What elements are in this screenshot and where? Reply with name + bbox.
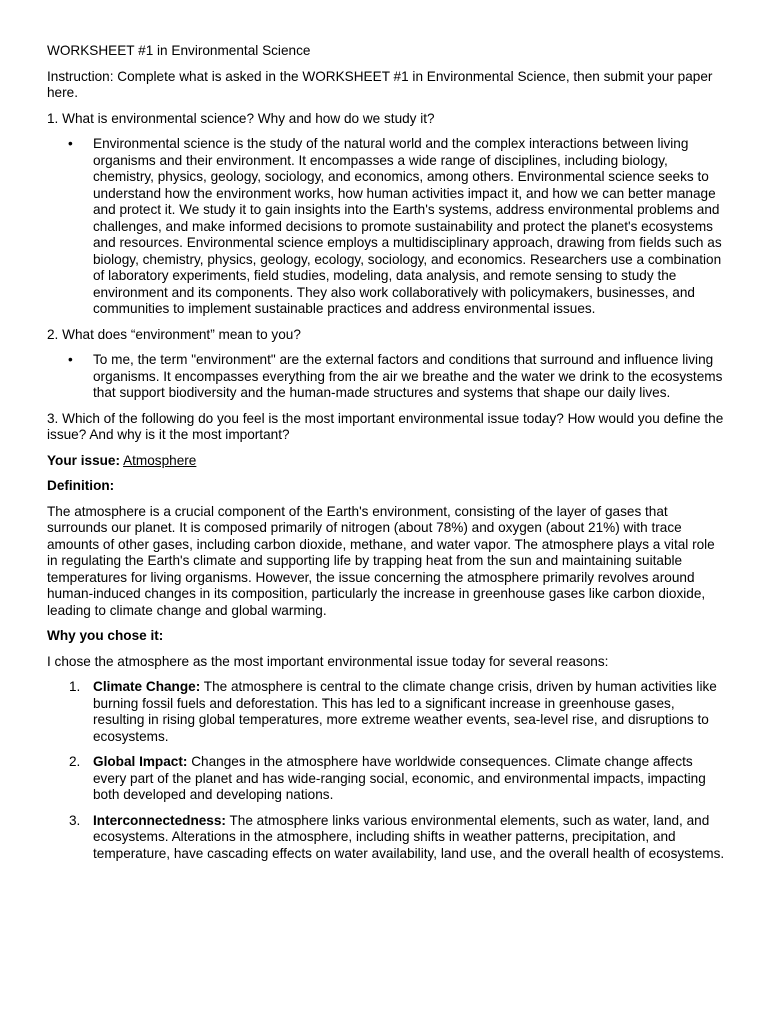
reason-number: 1. xyxy=(69,679,81,694)
document-page xyxy=(47,43,725,871)
question-1: 1. What is environmental science? Why and how do we study it? xyxy=(47,110,435,126)
worksheet-title: WORKSHEET #1 in Environmental Science xyxy=(47,43,311,58)
answer-1-text: Environmental science is the study of the natural world and the complex interactions between living organisms and their environment. It encompasses a wide range of disciplines, including biology, chemistry, physics, geology, sociology, and economics, among others. Environmental science seeks to understand how the environment works, how human activities impact it, and how we can better manage and protect it. We study it to gain insights into the Earth's systems, address environmental problems and challenges, and make informed decisions to promote sustainability and protect the planet's ecosystems and resources. Environmental science employs a multidisciplinary approach, drawing from fields such as biology, chemistry, physics, geology, ecology, sociology, and economics. Researchers use a combination of laboratory experiments, field studies, modeling, data analysis, and remote sensing to study the environment and its components. They also work collaboratively with policymakers, businesses, and communities to implement sustainable practices and address environmental issues. xyxy=(93,136,722,316)
why-label: Why you chose it: xyxy=(47,628,164,643)
answer-1-list xyxy=(47,136,725,318)
reason-text: Changes in the atmosphere have worldwide consequences. Climate change affects every part of the planet and has wide-ranging social, economic, and environmental impacts, impacting both developed and developing nations. xyxy=(93,754,706,802)
definition-text: The atmosphere is a crucial component of the Earth's environment, consisting of the layer of gases that surrounds our planet. It is composed primarily of nitrogen (about 78%) and oxygen (about 21%) with trace amounts of other gases, including carbon dioxide, methane, and water vapor. The atmosphere plays a vital role in regulating the Earth's climate and supporting life by trapping heat from the sun and maintaining suitable temperatures for living organisms. However, the issue concerning the atmosphere primarily revolves around human-induced changes in its composition, particularly the increase in greenhouse gases like carbon dioxide, leading to climate change and global warming. xyxy=(47,503,715,618)
bullet-icon: • xyxy=(68,136,73,151)
answer-2-text: To me, the term "environment" are the external factors and conditions that surround and influence living organisms. It encompasses everything from the air we breathe and the water we drink to the ecosystems that support biodiversity and the human-made structures and systems that shape our daily lives. xyxy=(93,352,723,400)
bullet-icon: • xyxy=(68,352,73,367)
reason-title: Interconnectedness: xyxy=(93,812,226,828)
definition-label: Definition: xyxy=(47,478,115,493)
reason-item xyxy=(47,813,725,863)
instruction-text: Instruction: Complete what is asked in the WORKSHEET #1 in Environmental Science, then submit your paper here. xyxy=(47,68,713,100)
answer-2-list xyxy=(47,352,725,402)
reason-title: Climate Change: xyxy=(93,679,201,694)
reason-text: The atmosphere links various environmental elements, such as water, land, and ecosystems. Alterations in the atmosphere, including shifts in weather patterns, precipitation, and temperature, have cascading effects on water availability, land use, and the overall health of ecosystems. xyxy=(93,812,725,861)
reason-number: 2. xyxy=(69,754,81,769)
reason-title: Global Impact: xyxy=(93,754,188,769)
reason-number: 3. xyxy=(69,812,81,828)
question-3: 3. Which of the following do you feel is the most important environmental issue today? How would you define the issue? And why is it the most important? xyxy=(47,410,724,442)
issue-line xyxy=(47,453,725,470)
reason-item xyxy=(47,754,725,804)
why-intro: I chose the atmosphere as the most important environmental issue today for several reasons: xyxy=(47,653,609,669)
issue-value: Atmosphere xyxy=(123,452,197,468)
reasons-list xyxy=(47,679,725,862)
reason-item xyxy=(47,679,725,745)
reason-text: The atmosphere is central to the climate change crisis, driven by human activities like burning fossil fuels and deforestation. This has led to a significant increase in greenhouse gases, resulting in rising global temperatures, more extreme weather events, sea-level rise, and disruptions to ecosystems. xyxy=(93,679,717,744)
answer-1 xyxy=(47,136,725,318)
question-2: 2. What does “environment” mean to you? xyxy=(47,326,301,342)
answer-2 xyxy=(47,352,725,402)
issue-label: Your issue: xyxy=(47,452,121,468)
